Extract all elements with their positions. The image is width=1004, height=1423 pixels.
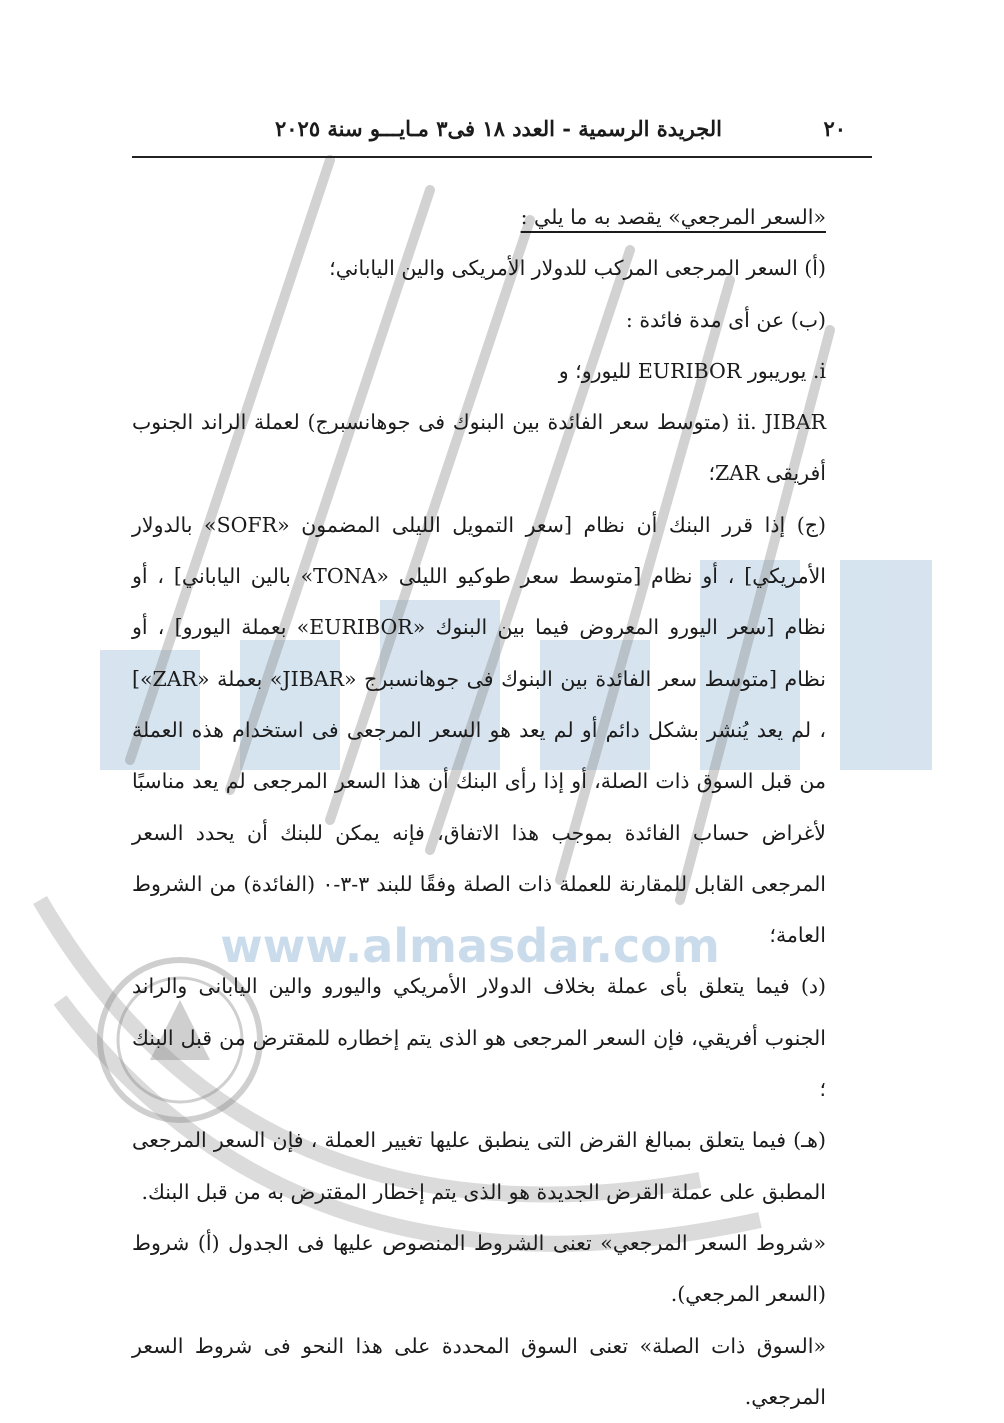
page-number: ٢٠ [823,116,846,141]
clause-b-ii: ii. JIBAR (متوسط سعر الفائدة بين البنوك فى جوهانسبرج) لعملة الراند الجنوب أفريقى ZAR؛ [132,410,826,486]
document-body [132,192,872,1423]
gazette-title: الجريدة الرسمية - العدد ١٨ فى٣ مـايـــو سنة ٢٠٢٥ [274,116,722,141]
clause-c: (ج) إذا قرر البنك أن نظام [سعر التمويل الليلى المضمون «SOFR» بالدولار الأمريكي] ، أو نظام [متوسط سعر طوكيو الليلى «TONA» بالين الياباني] ، أو نظام [سعر اليورو المعروض فيما بين البنوك «EURIBOR» بعملة اليورو] ، أو نظام [متوسط سعر الفائدة بين البنوك فى جوهانسبرج «JIBAR» بعملة «ZAR»] ، لم يعد يُنشر بشكل دائم أو لم يعد هو السعر المرجعى فى استخدام هذه العملة من قبل السوق ذات الصلة، أو إذا رأى البنك أن هذا السعر المرجعى لم يعد مناسبًا لأغراض حساب الفائدة بموجب هذا الاتفاق، فإنه يمكن للبنك أن يحدد السعر المرجعى القابل للمقارنة للعملة ذات الصلة وفقًا للبند ٣-٣-٠ (الفائدة) من الشروط العامة؛ [132,512,827,948]
watermark-url: www.almasdar.com [220,919,720,973]
definition-reference-terms: «شروط السعر المرجعي» تعنى الشروط المنصوص عليها فى الجدول (أ) شروط (السعر المرجعي). [132,1230,826,1307]
clause-e: (هـ) فيما يتعلق بمبالغ القرض التى ينطبق عليها تغيير العملة ، فإن السعر المرجعى المطبق على عملة القرض الجديدة هو الذى يتم إخطار المقترض به من قبل البنك. [132,1128,826,1204]
header-rule [132,156,872,158]
definition-relevant-market: «السوق ذات الصلة» تعنى السوق المحددة على هذا النحو فى شروط السعر المرجعي. [132,1333,826,1409]
clause-b-i: i. يوريبور EURIBOR لليورو؛ و [558,358,826,383]
page-header [132,112,872,152]
clause-a: (أ) السعر المرجعى المركب للدولار الأمريكى والين الياباني؛ [329,256,826,281]
clause-d: (د) فيما يتعلق بأى عملة بخلاف الدولار الأمريكي واليورو والين اليابانى والراند الجنوب أفريقي، فإن السعر المرجعى هو الذى يتم إخطاره للمقترض من قبل البنك ؛ [132,974,826,1102]
clause-b: (ب) عن أى مدة فائدة : [625,307,826,332]
definition-heading: «السعر المرجعي» يقصد به ما يلي : [520,205,826,229]
